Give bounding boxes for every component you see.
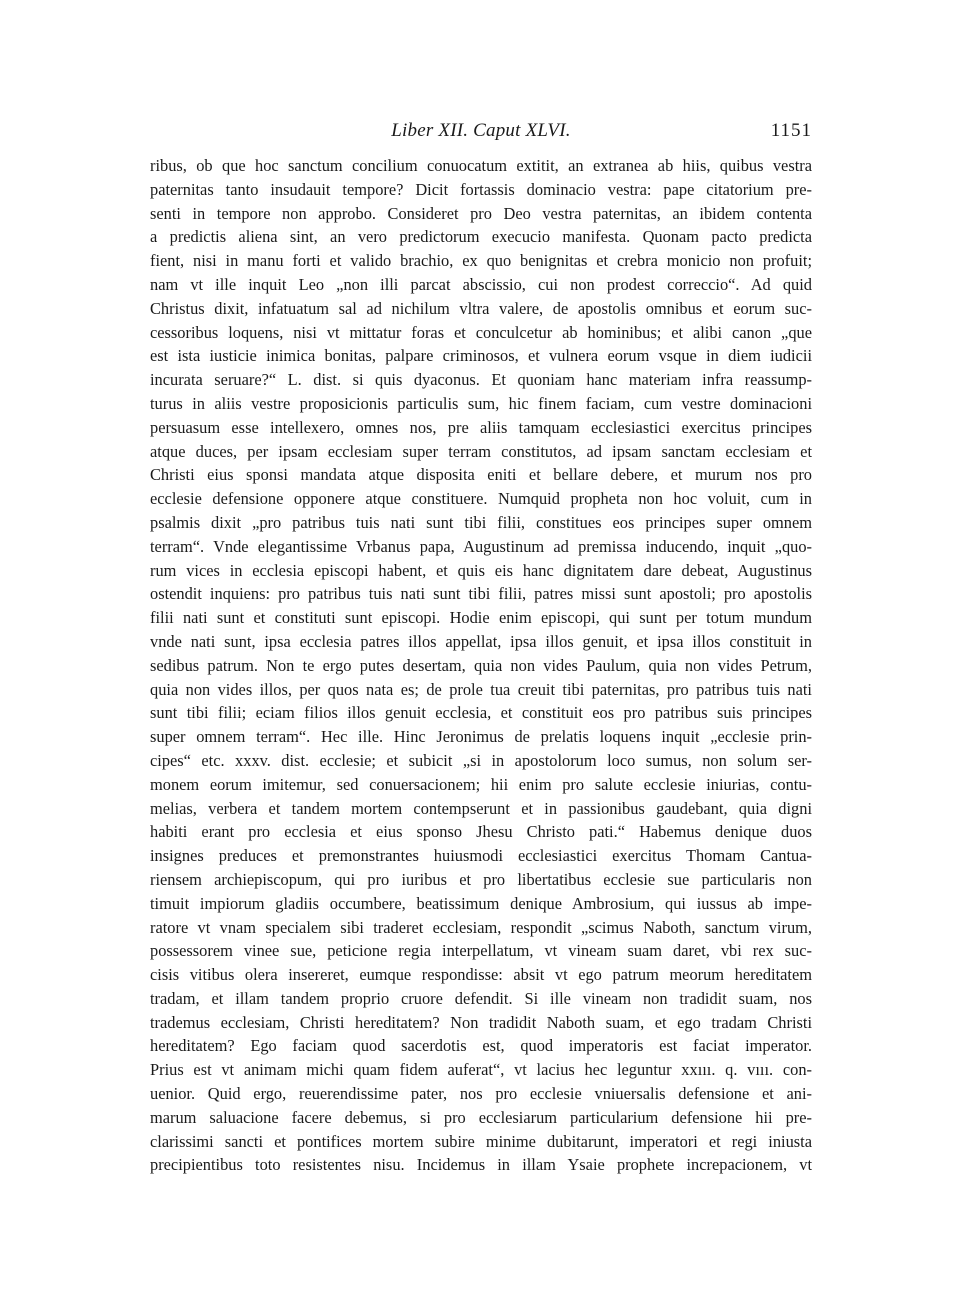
text-line: tradam, et illam tandem proprio cruore defendit. Si ille vineam non tradidit suam, nos bbox=[150, 988, 812, 1008]
text-line: habiti erant pro ecclesia et eius sponso Jhesu Christo pati.“ Habemus denique duos bbox=[150, 822, 812, 842]
text-line: cipes“ etc. xxxv. dist. ecclesie; et subicit „si in apostolorum loco sumus, non solum ser- bbox=[150, 750, 812, 770]
text-line: filii nati sunt et constituti sunt episcopi. Hodie enim episcopi, qui sunt per totum mundum bbox=[150, 608, 812, 628]
text-line: insignes preduces et premonstrantes huiusmodi ecclesiastici exercitus Thomam Cantua- bbox=[150, 846, 812, 866]
text-line: riensem archiepiscopum, qui pro iuribus et pro libertatibus ecclesie sue particularis non bbox=[150, 869, 812, 889]
text-line: super omnem terram“. Hec ille. Hinc Jeronimus de prelatis loquens inquit „ecclesie prin- bbox=[150, 727, 812, 747]
text-line: sedibus patrum. Non te ergo putes desertam, quia non vides Paulum, quia non vides Petrum, bbox=[150, 655, 812, 675]
text-line: monem eorum imitemur, sed conuersacionem; hii enim pro salute ecclesie iniurias, contu- bbox=[150, 774, 812, 794]
text-line: melias, verbera et tandem mortem contempserunt et in passionibus gaudebant, quia digni bbox=[150, 798, 812, 818]
running-title: Liber XII. Caput XLVI. bbox=[391, 120, 571, 141]
text-line: ostendit inquiens: pro patribus tuis nati sunt tibi filii, patres missi sunt apostoli; pro apostolis bbox=[150, 584, 812, 604]
text-line: nam vt ille inquit Leo „non illi parcat abscissio, cui non prodest correccio“. Ad quid bbox=[150, 274, 812, 294]
text-line: vnde nati sunt, ipsa ecclesia patres illos appellat, ipsa illos genuit, et ipsa illos constituit in bbox=[150, 631, 812, 651]
text-line: timuit impiorum gladiis occumbere, beatissimum denique Ambrosium, qui iussus ab impe- bbox=[150, 893, 812, 913]
page-number: 1151 bbox=[770, 120, 812, 141]
text-line: Christus dixit, infatuatum sal ad nichilum vltra valere, de apostolis omnibus et eorum suc- bbox=[150, 298, 812, 318]
text-line: marum saluacione facere debemus, si pro ecclesiarum particularium defensione hii pre- bbox=[150, 1107, 812, 1127]
text-line: uenior. Quid ergo, reuerendissime pater, nos pro ecclesie vniuersalis defensione et ani- bbox=[150, 1084, 812, 1104]
text-line: possessorem vinee sue, peticione regia interpellatum, vt vineam suam daret, vbi rex suc- bbox=[150, 941, 812, 961]
text-line: ratore vt vnam specialem sibi traderet ecclesiam, respondit „scimus Naboth, sanctum virum, bbox=[150, 917, 812, 937]
text-line: clarissimi sancti et pontifices mortem subire minime dubitarunt, imperatori et regi iniusta bbox=[150, 1131, 812, 1151]
text-line: incurata seruare?“ L. dist. si quis dyaconus. Et quoniam hanc materiam infra reassump- bbox=[150, 370, 812, 390]
text-line: sunt tibi filii; eciam filios illos genuit ecclesia, et constituit eos pro patribus suis principes bbox=[150, 703, 812, 723]
text-line: rum vices in ecclesia episcopi habent, et quis eis hanc dignitatem dare debeat, Augustinus bbox=[150, 560, 812, 580]
text-line: paternitas tanto insudauit tempore? Dicit fortassis dominacio vestra: pape citatorium pre- bbox=[150, 179, 812, 199]
running-head bbox=[150, 117, 812, 145]
text-line: Prius est vt animam michi quam fidem auferat“, vt lacius hec leguntur xxııı. q. vııı. con- bbox=[150, 1060, 812, 1080]
text-line: est ista iusticie inimica bonitas, palpare criminosos, et vulnera eorum vsque in diem iudicii bbox=[150, 346, 812, 366]
text-line: Christi eius sponsi mandata atque disposita eniti et bellare debere, et murum nos pro bbox=[150, 465, 812, 485]
text-line: atque duces, per ipsam ecclesiam super terram constitutos, ad ipsam sanctam ecclesiam et bbox=[150, 441, 812, 461]
text-line: terram“. Vnde elegantissime Vrbanus papa, Augustinum ad premissa inducendo, inquit „quo- bbox=[150, 536, 812, 556]
text-line: persuasum esse intellexero, omnes nos, pre aliis tamquam ecclesiastici exercitus principes bbox=[150, 417, 812, 437]
text-line: quia non vides illos, per quos nata es; de prole tua creuit tibi paternitas, pro patribus tuis nati bbox=[150, 679, 812, 699]
text-line: a predictis aliena sint, an vero predictorum execucio manifesta. Quonam pacto predicta bbox=[150, 227, 812, 247]
text-line: cisis vitibus olera insereret, eumque respondisse: absit vt ego patrum meorum hereditatem bbox=[150, 965, 812, 985]
text-line: precipientibus toto resistentes nisu. Incidemus in illam Ysaie prophete increpacionem, vt bbox=[150, 1155, 812, 1175]
text-line: ribus, ob que hoc sanctum concilium conuocatum extitit, an extranea ab hiis, quibus vestra bbox=[150, 156, 812, 175]
text-line: fient, nisi in manu forti et valido brachio, ex quo benignitas et crebra monicio non profuit; bbox=[150, 251, 812, 271]
text-line: senti in tempore non approbo. Consideret pro Deo vestra paternitas, an ibidem contenta bbox=[150, 203, 812, 223]
text-line: trademus ecclesiam, Christi hereditatem? Non tradidit Naboth suam, et ego tradam Christi bbox=[150, 1012, 812, 1032]
body-text bbox=[150, 154, 812, 1177]
text-line: psalmis dixit „pro patribus tuis nati sunt tibi filii, constitues eos principes super omnem bbox=[150, 512, 812, 532]
text-line: ecclesie defensione opponere atque constituere. Numquid propheta non hoc voluit, cum in bbox=[150, 489, 812, 509]
text-line: turus in aliis vestre proposicionis particulis sum, hic finem faciam, cum vestre dominacioni bbox=[150, 393, 812, 413]
text-line: cessoribus loquens, nisi vt mittatur foras et conculcetur ab hominibus; et alibi canon „que bbox=[150, 322, 812, 342]
text-line: hereditatem? Ego faciam quod sacerdotis est, quod imperatoris est faciat imperator. bbox=[150, 1036, 812, 1056]
